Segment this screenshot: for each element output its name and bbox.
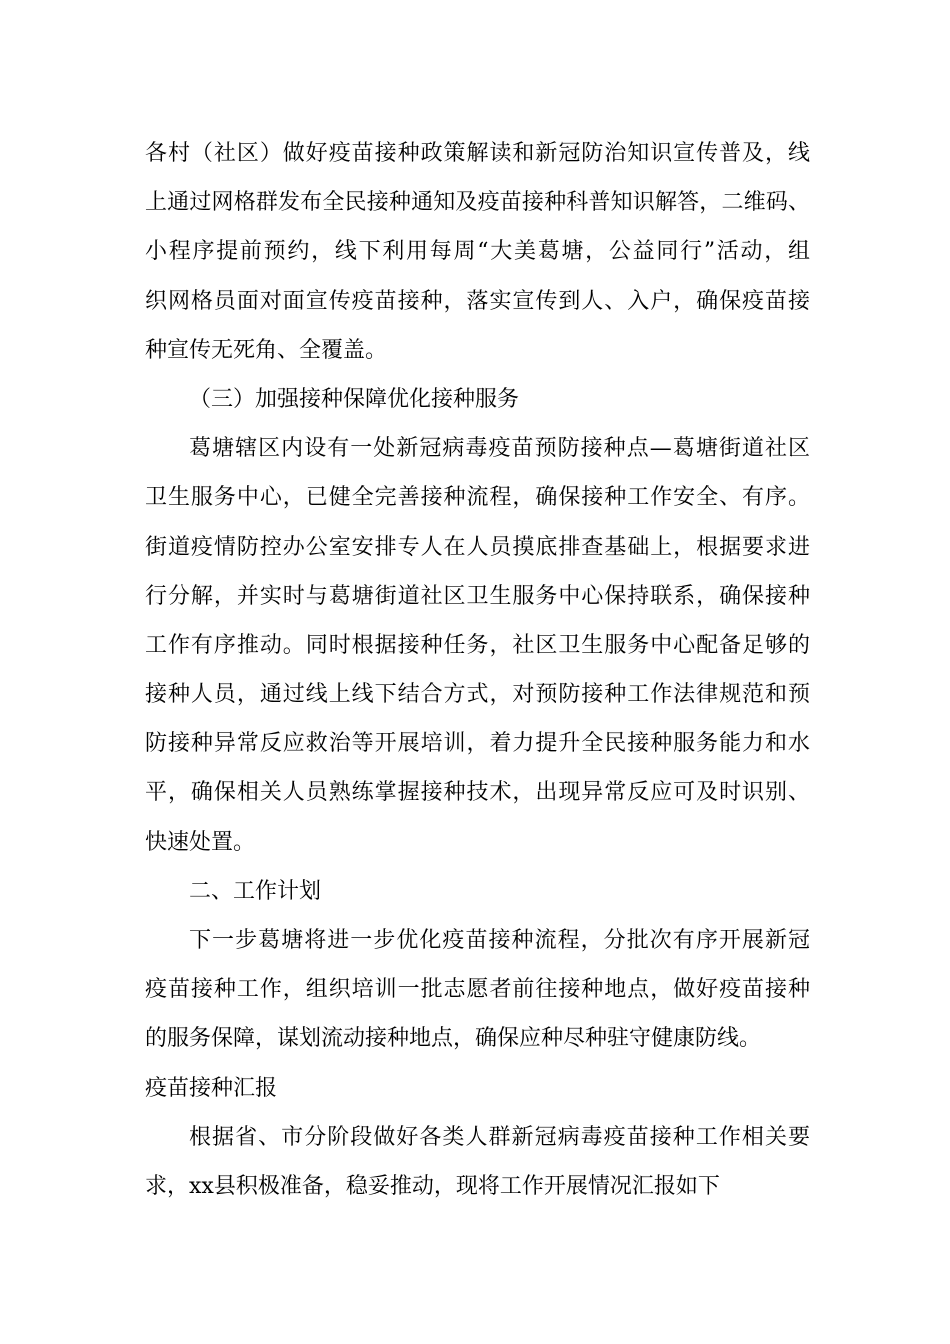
section-heading: （三）加强接种保障优化接种服务: [189, 386, 520, 412]
text-line: 疫苗接种工作，组织培训一批志愿者前往接种地点，做好疫苗接种: [145, 977, 810, 1003]
text-line: 平，确保相关人员熟练掌握接种技术，出现异常反应可及时识别、: [145, 780, 810, 806]
text-line: 种宣传无死角、全覆盖。: [145, 337, 388, 363]
text-line: 快速处置。: [145, 829, 256, 855]
text-line: 接种人员，通过线上线下结合方式，对预防接种工作法律规范和预: [145, 682, 810, 708]
text-line: 织网格员面对面宣传疫苗接种，落实宣传到人、入户，确保疫苗接: [145, 288, 810, 314]
text-line: 防接种异常反应救治等开展培训，着力提升全民接种服务能力和水: [145, 731, 810, 757]
text-line: 各村（社区）做好疫苗接种政策解读和新冠防治知识宣传普及，线: [145, 141, 810, 166]
document-body: [145, 129, 810, 1211]
text-line: 葛塘辖区内设有一处新冠病毒疫苗预防接种点—葛塘街道社区: [189, 436, 810, 462]
text-line: 下一步葛塘将进一步优化疫苗接种流程，分批次有序开展新冠: [189, 928, 810, 953]
text-line: 行分解，并实时与葛塘街道社区卫生服务中心保持联系，确保接种: [145, 583, 810, 609]
text-line: 小程序提前预约，线下利用每周“大美葛塘，公益同行”活动，组: [145, 239, 810, 265]
text-line: 上通过网格群发布全民接种通知及疫苗接种科普知识解答，二维码、: [145, 190, 810, 216]
text-line: 求，xx县积极准备，稳妥推动，现将工作开展情况汇报如下: [145, 1173, 720, 1199]
text-line: 卫生服务中心，已健全完善接种流程，确保接种工作安全、有序。: [145, 485, 810, 511]
text-line: 街道疫情防控办公室安排专人在人员摸底排查基础上，根据要求进: [145, 534, 810, 560]
text-line: 工作有序推动。同时根据接种任务，社区卫生服务中心配备足够的: [145, 632, 810, 658]
section-title: 疫苗接种汇报: [145, 1075, 278, 1101]
section-heading: 二、工作计划: [189, 878, 322, 904]
text-line: 根据省、市分阶段做好各类人群新冠病毒疫苗接种工作相关要: [189, 1124, 810, 1150]
text-line: 的服务保障，谋划流动接种地点，确保应种尽种驻守健康防线。: [145, 1026, 762, 1052]
